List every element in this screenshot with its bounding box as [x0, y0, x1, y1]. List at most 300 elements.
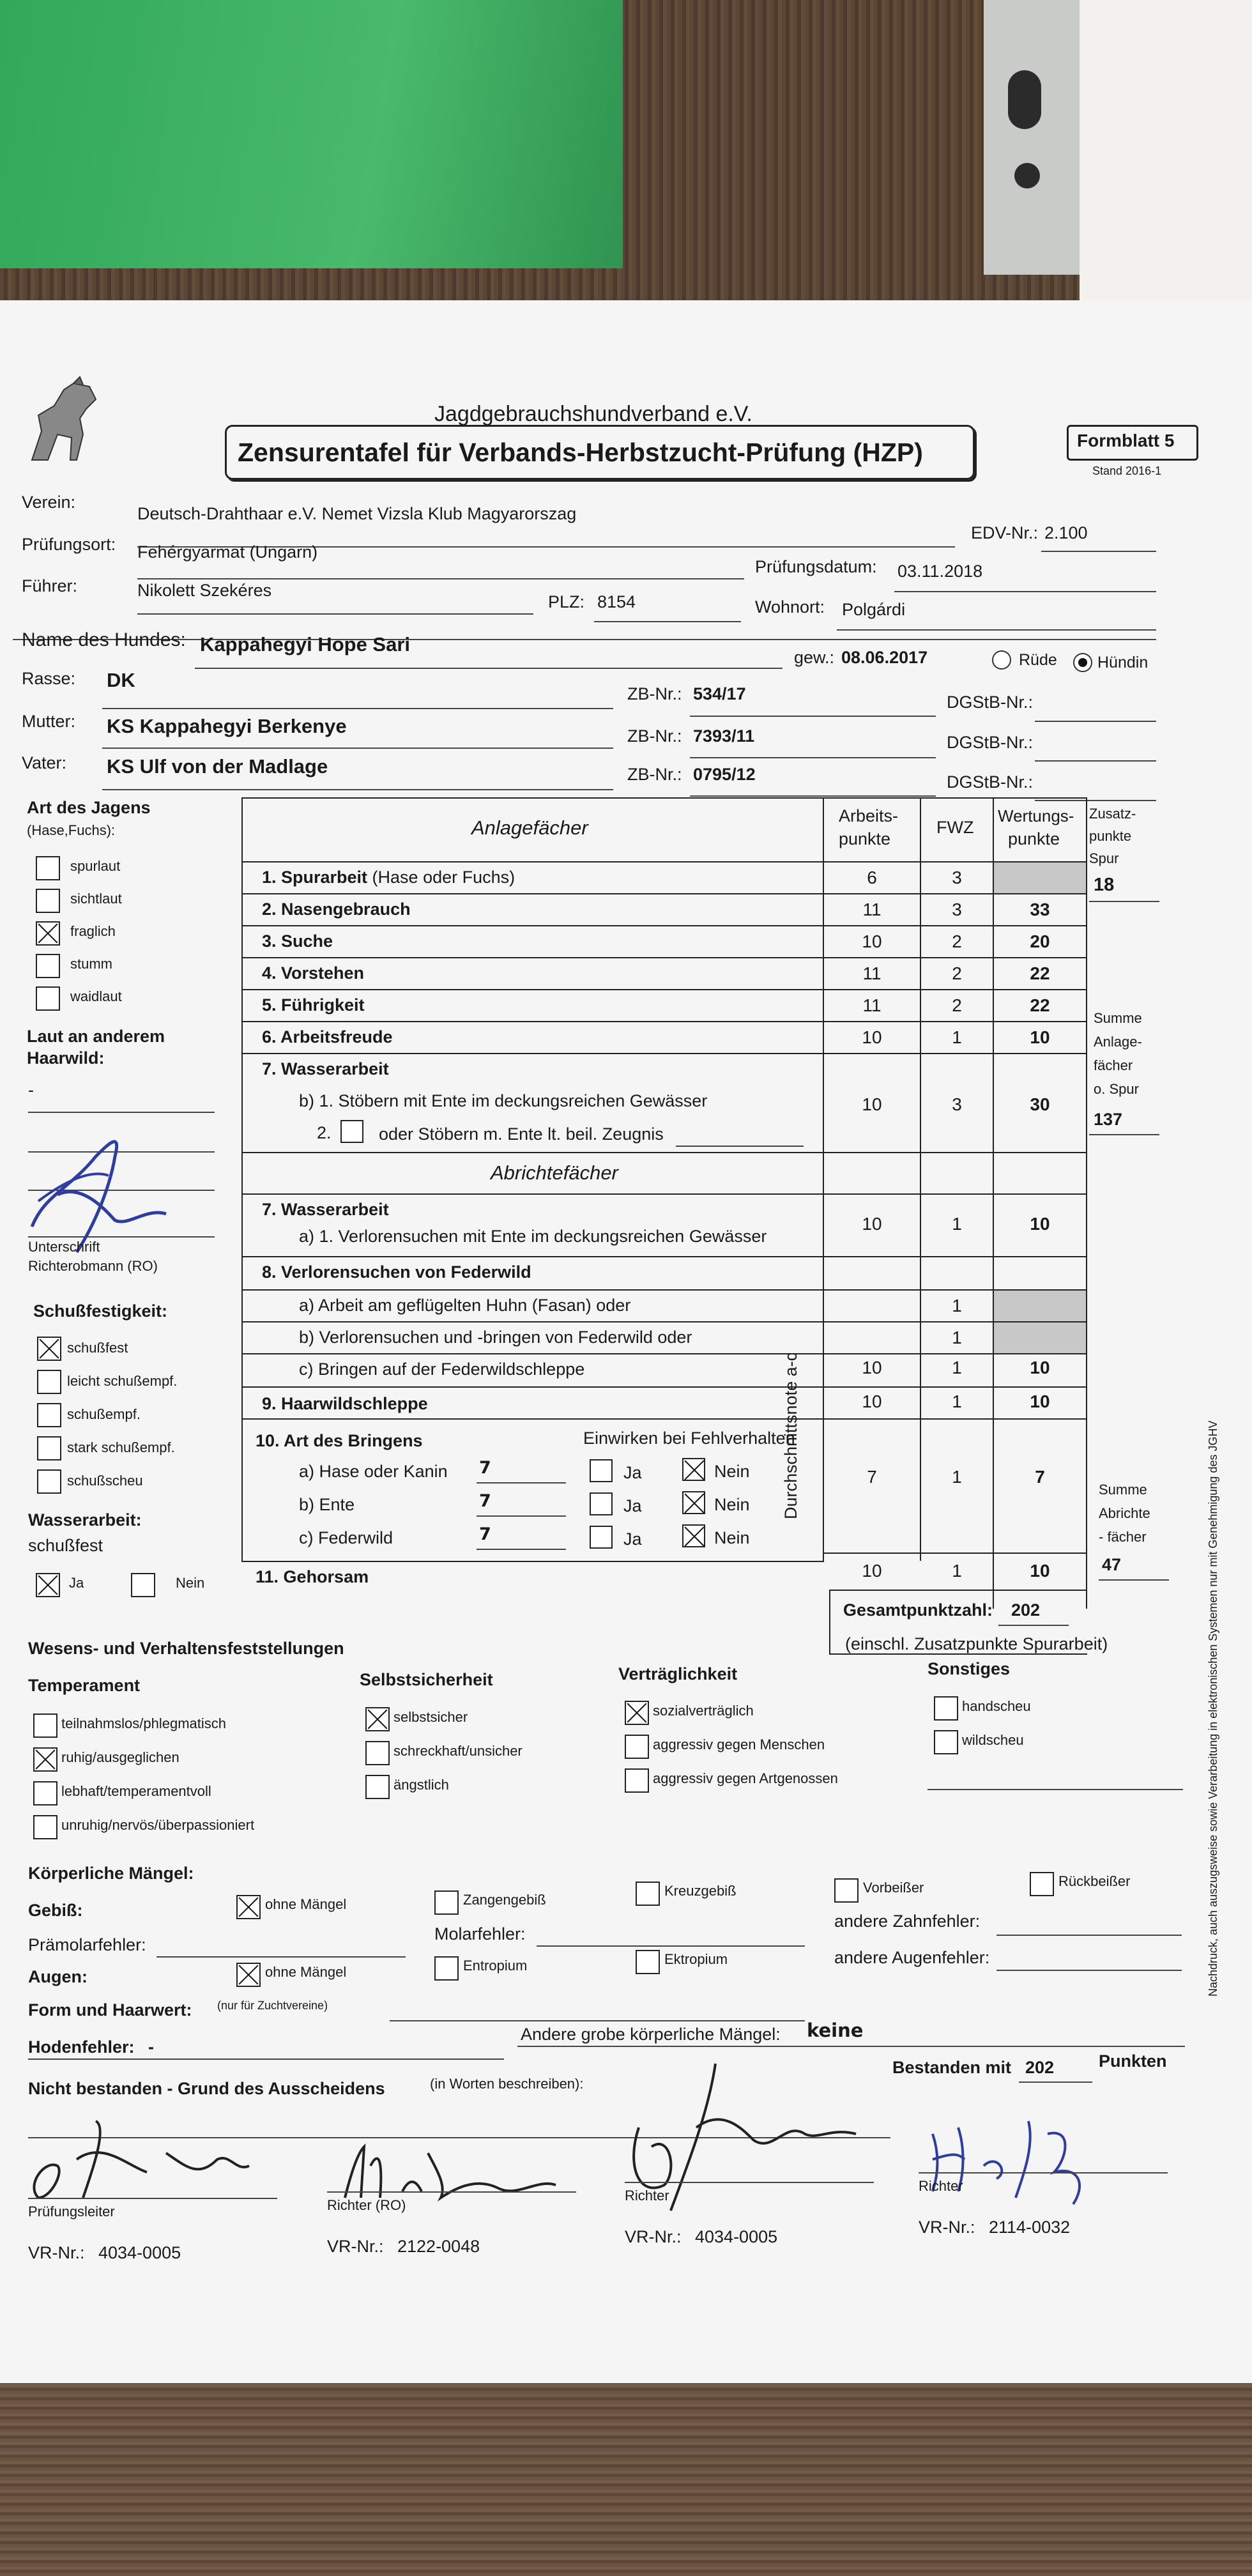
row-label-main: 4. Vorstehen: [262, 963, 365, 983]
row-score: 10: [1030, 1027, 1050, 1047]
other-option-label: wildscheu: [962, 1732, 1024, 1748]
r8c-label: c) Bringen auf der Federwildschleppe: [299, 1360, 585, 1379]
r8-label: 8. Verlorensuchen von Federwild: [262, 1262, 531, 1282]
laut-value: -: [28, 1080, 34, 1100]
r11-label: 11. Gehorsam: [256, 1567, 369, 1586]
col-header-subject: Anlagefächer: [471, 816, 588, 839]
vr-label: VR-Nr.:: [919, 2218, 975, 2237]
col-header-fwz: FWZ: [936, 818, 974, 837]
r10-item-value: 7: [479, 1524, 491, 1544]
signature-line: [919, 2172, 1168, 2174]
water7-b2-underline: [676, 1146, 804, 1147]
gun-option-label: schußfest: [67, 1340, 128, 1356]
zb-dog-value: 534/17: [693, 684, 746, 703]
water-no-checkbox[interactable]: [131, 1573, 155, 1597]
passed-value: 202: [1025, 2058, 1055, 2077]
col-header-points-2: punkte: [839, 829, 891, 848]
sex-radio-male[interactable]: [992, 650, 1011, 670]
page-title: Zensurentafel für Verbands-Herbstzucht-Prüfung (HZP): [238, 438, 923, 467]
city-underline: [837, 629, 1156, 631]
eyes-label: Augen:: [28, 1967, 88, 1986]
compat-title: Verträglichkeit: [618, 1664, 738, 1683]
dgstb-label-father: DGStB-Nr.:: [947, 772, 1034, 792]
gun-option-label: schußscheu: [67, 1473, 143, 1489]
passed-label: Bestanden mit: [892, 2058, 1012, 2077]
zb-mother-value: 7393/11: [693, 726, 755, 746]
other-underline: [928, 1789, 1183, 1790]
self-option-checkbox[interactable]: [365, 1775, 390, 1799]
signature-label-1: Unterschrift: [28, 1239, 100, 1255]
water7-b1: b) 1. Stöbern mit Ente im deckungsreichen Gewässer: [299, 1091, 708, 1110]
bite-label: Gebiß:: [28, 1901, 83, 1920]
born-value: 08.06.2017: [841, 648, 928, 667]
temperament-option-checkbox[interactable]: [33, 1815, 57, 1839]
a7-sub: a) 1. Verlorensuchen mit Ente im deckungsreichen Gewässer: [299, 1227, 767, 1246]
female-label: Hündin: [1097, 654, 1149, 671]
dgstb-label-dog: DGStB-Nr.:: [947, 693, 1034, 712]
r10-item-underline: [477, 1549, 566, 1550]
summe-anlage-value: 137: [1094, 1110, 1123, 1129]
hunt-type-label: stumm: [70, 956, 112, 972]
row-fwz: 2: [952, 963, 962, 983]
behavior-section-title: Wesens- und Verhaltensfeststellungen: [28, 1639, 344, 1658]
gun-option-label: leicht schußempf.: [67, 1373, 178, 1389]
total-underline: [998, 1625, 1069, 1626]
signature-pruefungsleiter: [19, 2102, 275, 2211]
vr-label: VR-Nr.:: [625, 2227, 682, 2246]
r10-nein-checkbox[interactable]: [682, 1458, 705, 1481]
bite-option-checkbox[interactable]: [834, 1878, 859, 1903]
table-row: [241, 1321, 1087, 1322]
place-value: Fehérgyarmat (Ungarn): [137, 542, 318, 562]
club-label: Verein:: [22, 493, 76, 512]
city-value: Polgárdi: [842, 600, 906, 619]
r10-nein-label: Nein: [714, 1462, 750, 1481]
handler-underline: [137, 613, 533, 615]
right-column-label: Summe: [1099, 1482, 1147, 1498]
gun-option-checkbox[interactable]: [37, 1337, 61, 1361]
bite-option-checkbox[interactable]: [636, 1882, 660, 1906]
coat-underline: [390, 2020, 805, 2021]
table-row: [829, 1653, 1087, 1655]
form-id: Formblatt 5: [1077, 431, 1175, 450]
row-fwz: 2: [952, 931, 962, 951]
temperament-option-label: unruhig/nervös/überpassioniert: [61, 1817, 255, 1833]
bite-option-label: ohne Mängel: [265, 1896, 347, 1912]
row-score: 33: [1030, 900, 1050, 919]
row-score: 22: [1030, 995, 1050, 1015]
water-no-label: Nein: [176, 1575, 205, 1591]
vr-label: VR-Nr.:: [327, 2237, 384, 2256]
sex-radio-female[interactable]: [1073, 653, 1092, 672]
col-header-score-2: punkte: [1008, 829, 1060, 848]
row-label-main: 1. Spurarbeit: [262, 868, 368, 887]
r10-ja-label: Ja: [623, 1529, 642, 1549]
r11-wp: 10: [1030, 1561, 1050, 1581]
table-row: [241, 957, 1087, 958]
punch-hole: [1014, 163, 1040, 188]
row-label: [262, 995, 365, 1015]
table-row: [241, 1418, 1087, 1420]
right-column-label: Abrichte: [1099, 1505, 1150, 1521]
bite-option-checkbox[interactable]: [434, 1890, 459, 1915]
temperament-option-label: teilnahmslos/phlegmatisch: [61, 1715, 227, 1731]
dgstb-dog-underline: [1035, 721, 1156, 722]
water7-fwz: 3: [952, 1094, 962, 1114]
form-version: Stand 2016-1: [1092, 464, 1162, 477]
water7-b2-checkbox[interactable]: [340, 1120, 363, 1143]
temperament-option-checkbox[interactable]: [33, 1713, 57, 1738]
right-column-label: fächer: [1094, 1057, 1133, 1073]
date-underline: [894, 591, 1156, 592]
signature-label-2: Richterobmann (RO): [28, 1258, 158, 1274]
desk-surface-bottom: [0, 2377, 1252, 2576]
row-label: [262, 868, 515, 887]
row-label-extra: (Hase oder Fuchs): [367, 868, 515, 887]
breed-value: DK: [107, 669, 135, 691]
row-points: 6: [867, 868, 877, 887]
r8a-fwz: 1: [952, 1296, 962, 1315]
failed-note: (in Worten beschreiben):: [430, 2076, 584, 2092]
zb-label-father: ZB-Nr.:: [627, 765, 682, 784]
other-eyes-label: andere Augenfehler:: [834, 1948, 990, 1967]
row-fwz: 2: [952, 995, 962, 1015]
table-row: [241, 1353, 1087, 1354]
mother-label: Mutter:: [22, 712, 76, 731]
date-label: Prüfungsdatum:: [755, 557, 877, 576]
r10-wp: 7: [1035, 1467, 1045, 1487]
eye-option-label: Entropium: [463, 1958, 528, 1974]
laut-title-2: Haarwild:: [27, 1048, 105, 1068]
table-row: [241, 1289, 1087, 1291]
a7-wp: 10: [1030, 1214, 1050, 1234]
bite-option-label: Vorbeißer: [863, 1880, 924, 1896]
breed-underline: [102, 708, 613, 709]
row-label-main: 5. Führigkeit: [262, 995, 365, 1015]
temperament-option-label: lebhaft/temperamentvoll: [61, 1783, 211, 1799]
r10-item-underline: [477, 1515, 566, 1517]
handler-label: Führer:: [22, 576, 78, 595]
r10-item-label: a) Hase oder Kanin: [299, 1462, 448, 1481]
r9-label: 9. Haarwildschleppe: [262, 1394, 428, 1413]
bite-option-checkbox[interactable]: [1030, 1872, 1054, 1896]
a7-fwz: 1: [952, 1214, 962, 1234]
coat-label: Form und Haarwert:: [28, 2000, 192, 2020]
shaded-cell: [994, 861, 1086, 893]
table-row: [241, 893, 1087, 894]
hunt-type-checkbox[interactable]: [36, 856, 60, 880]
right-column-label: - fächer: [1099, 1529, 1147, 1545]
table-row: [241, 1256, 1087, 1257]
hunt-type-label: fraglich: [70, 923, 116, 939]
passed-unit: Punkten: [1099, 2051, 1167, 2071]
vr-value: 2122-0048: [397, 2237, 480, 2256]
zb-dog-underline: [690, 716, 936, 717]
gun-option-checkbox[interactable]: [37, 1436, 61, 1460]
compat-option-checkbox[interactable]: [625, 1768, 649, 1793]
col-header-score-1: Wertungs-: [998, 806, 1074, 825]
total-box-left: [829, 1590, 830, 1653]
r10-ja-checkbox[interactable]: [590, 1492, 613, 1515]
table-row: [241, 1193, 1087, 1195]
row-points: 11: [862, 963, 882, 983]
hunt-type-checkbox[interactable]: [36, 889, 60, 913]
water-yes-label: Ja: [69, 1575, 84, 1591]
bite-option-checkbox[interactable]: [236, 1895, 261, 1919]
water7-label: 7. Wasserarbeit: [262, 1059, 389, 1078]
table-row: [829, 1590, 1087, 1591]
table-row: [241, 989, 1087, 990]
water-title: Wasserarbeit:: [28, 1510, 142, 1529]
r11-ap: 10: [862, 1561, 882, 1581]
r10-item-label: b) Ente: [299, 1495, 355, 1514]
compat-option-label: aggressiv gegen Artgenossen: [653, 1770, 838, 1786]
row-label: [262, 963, 364, 983]
table-border-right: [1086, 797, 1087, 1609]
r8c-ap: 10: [862, 1358, 882, 1377]
dog-logo-icon: [19, 371, 115, 466]
signature-role: Richter: [919, 2178, 963, 2194]
edv-value: 2.100: [1044, 523, 1088, 542]
self-option-label: selbstsicher: [393, 1709, 468, 1725]
r10-nein-checkbox[interactable]: [682, 1491, 705, 1514]
punch-hole: [1008, 70, 1041, 129]
table-row: [241, 1386, 1087, 1388]
green-folder: [0, 0, 623, 268]
water-yes-checkbox[interactable]: [36, 1573, 60, 1597]
r10-ap: 7: [867, 1467, 877, 1487]
signature-line: [327, 2191, 576, 2193]
breed-label: Rasse:: [22, 669, 76, 688]
temperament-option-checkbox[interactable]: [33, 1747, 57, 1772]
water7-b2-num: 2.: [317, 1123, 332, 1142]
gun-option-checkbox[interactable]: [37, 1469, 61, 1494]
testicle-underline: [28, 2058, 504, 2060]
summe-abricht-value: 47: [1102, 1555, 1122, 1574]
other-defects-label: Andere grobe körperliche Mängel:: [521, 2025, 781, 2044]
premolar-underline: [156, 1956, 406, 1958]
temperament-option-checkbox[interactable]: [33, 1781, 57, 1805]
r10-ja-checkbox[interactable]: [590, 1459, 613, 1482]
male-label: Rüde: [1019, 651, 1057, 669]
self-option-label: schreckhaft/unsicher: [393, 1743, 523, 1759]
other-option-checkbox[interactable]: [934, 1696, 958, 1721]
right-column-label: Spur: [1089, 850, 1119, 866]
right-column-label: Zusatz-: [1089, 806, 1136, 822]
eye-option-checkbox[interactable]: [236, 1963, 261, 1987]
date-value: 03.11.2018: [897, 562, 983, 581]
father-value: KS Ulf von der Madlage: [107, 755, 328, 778]
gun-option-label: schußempf.: [67, 1406, 141, 1422]
compat-option-checkbox[interactable]: [625, 1701, 649, 1725]
row-label: [262, 900, 411, 919]
city-label: Wohnort:: [755, 597, 825, 617]
signature-line: [625, 2182, 874, 2183]
dog-name-value: Kappahegyi Hope Sari: [200, 633, 411, 656]
hunt-type-checkbox[interactable]: [36, 921, 60, 946]
self-option-checkbox[interactable]: [365, 1707, 390, 1731]
self-option-checkbox[interactable]: [365, 1741, 390, 1765]
r11-fwz: 1: [952, 1561, 962, 1581]
water7-wp: 30: [1030, 1094, 1050, 1114]
right-column-label: Anlage-: [1094, 1034, 1142, 1050]
compat-option-label: aggressiv gegen Menschen: [653, 1736, 825, 1752]
self-title: Selbstsicherheit: [360, 1670, 493, 1689]
compat-option-label: sozialverträglich: [653, 1703, 754, 1719]
water-subtitle: schußfest: [28, 1536, 103, 1555]
vr-value: 4034-0005: [98, 2243, 181, 2262]
zb-label-mother: ZB-Nr.:: [627, 726, 682, 746]
other-title: Sonstiges: [928, 1659, 1011, 1678]
total-label: Gesamtpunktzahl:: [843, 1600, 993, 1620]
r9-wp: 10: [1030, 1392, 1050, 1411]
plz-value: 8154: [597, 592, 636, 611]
r10-ja-label: Ja: [623, 1463, 642, 1482]
signature-role: Richter: [625, 2188, 669, 2204]
r8a-label: a) Arbeit am geflügelten Huhn (Fasan) oder: [299, 1296, 631, 1315]
row-score: 20: [1030, 931, 1050, 951]
zusatz-value: 18: [1094, 875, 1115, 895]
r10-vertical-label: Durchschnittsnote a-c: [781, 1352, 800, 1519]
bite-option-label: Zangengebiß: [463, 1892, 546, 1908]
punched-sheet: [984, 0, 1092, 275]
zb-father-underline: [690, 795, 936, 797]
gun-option-label: stark schußempf.: [67, 1439, 175, 1455]
r9-ap: 10: [862, 1392, 882, 1411]
edv-underline: [1041, 551, 1156, 552]
row-label: [262, 1027, 393, 1047]
bite-option-label: Kreuzgebiß: [664, 1883, 737, 1899]
water7-ap: 10: [862, 1094, 882, 1114]
table-row: [241, 1561, 824, 1562]
table-row: [241, 861, 1087, 862]
passed-underline: [1019, 2082, 1092, 2083]
r8c-fwz: 1: [952, 1358, 962, 1377]
laut-title-1: Laut an anderem: [27, 1027, 165, 1046]
zb-mother-underline: [690, 757, 936, 758]
hunt-type-subtitle: (Hase,Fuchs):: [27, 822, 116, 838]
r10-item-value: 7: [479, 1458, 491, 1478]
table-border-left: [241, 797, 243, 1561]
self-option-label: ängstlich: [393, 1777, 449, 1793]
summe-abricht-underline: [1099, 1579, 1169, 1581]
summe-anlage-underline: [1089, 1134, 1159, 1135]
dog-name-label: Name des Hundes:: [22, 629, 186, 650]
signature-role: Prüfungsleiter: [28, 2204, 115, 2220]
r10-nein-label: Nein: [714, 1495, 750, 1514]
shaded-cell: [994, 1291, 1086, 1321]
water7-b2: oder Stöbern m. Ente lt. beil. Zeugnis: [379, 1124, 664, 1144]
r10-item-value: 7: [479, 1491, 491, 1511]
right-column-label: punkte: [1089, 828, 1132, 844]
r10-nein-label: Nein: [714, 1528, 750, 1547]
other-eyes-underline: [996, 1970, 1182, 1971]
row-fwz: 3: [952, 900, 962, 919]
bite-option-label: Rückbeißer: [1058, 1873, 1131, 1889]
row-label-main: 3. Suche: [262, 931, 333, 951]
signature-role: Richter (RO): [327, 2197, 406, 2213]
testicle-value: -: [148, 2037, 154, 2057]
r10-item-underline: [477, 1482, 566, 1483]
other-teeth-underline: [996, 1935, 1182, 1936]
molar-label: Molarfehler:: [434, 1924, 526, 1943]
zusatz-underline: [1089, 901, 1159, 902]
a7-label: 7. Wasserarbeit: [262, 1200, 389, 1219]
other-defects-underline: [517, 2046, 1185, 2047]
gun-option-checkbox[interactable]: [37, 1370, 61, 1394]
other-defects-value: keine: [807, 2020, 864, 2041]
other-teeth-label: andere Zahnfehler:: [834, 1912, 981, 1931]
row-fwz: 3: [952, 868, 962, 887]
paper-stack: [1080, 0, 1252, 300]
r10-nein-checkbox[interactable]: [682, 1524, 705, 1547]
table-row: [241, 1021, 1087, 1022]
gun-option-checkbox[interactable]: [37, 1403, 61, 1427]
father-underline: [102, 789, 613, 790]
vr-value: 4034-0005: [695, 2227, 778, 2246]
total-value: 202: [1011, 1600, 1041, 1620]
zb-label-dog: ZB-Nr.:: [627, 684, 682, 703]
vr-value: 2114-0032: [989, 2218, 1071, 2237]
table-row: [823, 1552, 1087, 1554]
temperament-title: Temperament: [28, 1676, 141, 1695]
r10-item-label: c) Federwild: [299, 1528, 393, 1547]
mother-value: KS Kappahegyi Berkenye: [107, 715, 347, 737]
laut-line-1: [28, 1112, 215, 1113]
club-value: Deutsch-Drahthaar e.V. Nemet Vizsla Klub Magyarorszag: [137, 504, 577, 523]
shaded-cell: [994, 1322, 1086, 1353]
row-label-main: 6. Arbeitsfreude: [262, 1027, 393, 1046]
failed-label: Nicht bestanden - Grund des Ausscheidens: [28, 2079, 385, 2098]
signature-richter-2: [920, 2108, 1137, 2211]
plz-underline: [594, 621, 741, 622]
handler-value: Nikolett Szekéres: [137, 581, 272, 600]
row-points: 11: [862, 995, 882, 1015]
r10-ja-checkbox[interactable]: [590, 1526, 613, 1549]
compat-option-checkbox[interactable]: [625, 1735, 649, 1759]
r9-fwz: 1: [952, 1392, 962, 1411]
eye-option-checkbox[interactable]: [636, 1950, 660, 1974]
right-column-label: Summe: [1094, 1010, 1142, 1026]
plz-label: PLZ:: [548, 592, 585, 611]
hunt-type-checkbox[interactable]: [36, 986, 60, 1011]
copyright-note: Nachdruck, auch auszugsweise sowie Verarbeitung in elektronischen Systemen nur mit Genehmigung des JGHV: [1207, 1420, 1219, 1997]
row-score: 22: [1030, 963, 1050, 983]
row-fwz: 1: [952, 1027, 962, 1047]
right-column-label: o. Spur: [1094, 1081, 1139, 1097]
dgstb-label-mother: DGStB-Nr.:: [947, 733, 1034, 752]
father-label: Vater:: [22, 753, 67, 772]
other-option-checkbox[interactable]: [934, 1730, 958, 1754]
r8c-wp: 10: [1030, 1358, 1050, 1377]
hunt-type-checkbox[interactable]: [36, 954, 60, 978]
abricht-title: Abrichtefächer: [491, 1162, 618, 1184]
table-row: [241, 925, 1087, 926]
table-row: [241, 1053, 1087, 1054]
place-underline: [137, 578, 744, 579]
premolar-label: Prämolarfehler:: [28, 1935, 146, 1954]
zb-father-value: 0795/12: [693, 765, 756, 784]
eye-option-checkbox[interactable]: [434, 1956, 459, 1981]
a7-ap: 10: [862, 1214, 882, 1234]
coat-note: (nur für Zuchtvereine): [217, 1999, 328, 2012]
r8b-label: b) Verlorensuchen und -bringen von Federwild oder: [299, 1328, 692, 1347]
total-note: (einschl. Zusatzpunkte Spurarbeit): [845, 1634, 1108, 1653]
row-points: 10: [862, 931, 882, 951]
dgstb-mother-underline: [1035, 760, 1156, 762]
edv-label: EDV-Nr.:: [971, 523, 1039, 542]
dog-name-underline: [195, 668, 782, 669]
